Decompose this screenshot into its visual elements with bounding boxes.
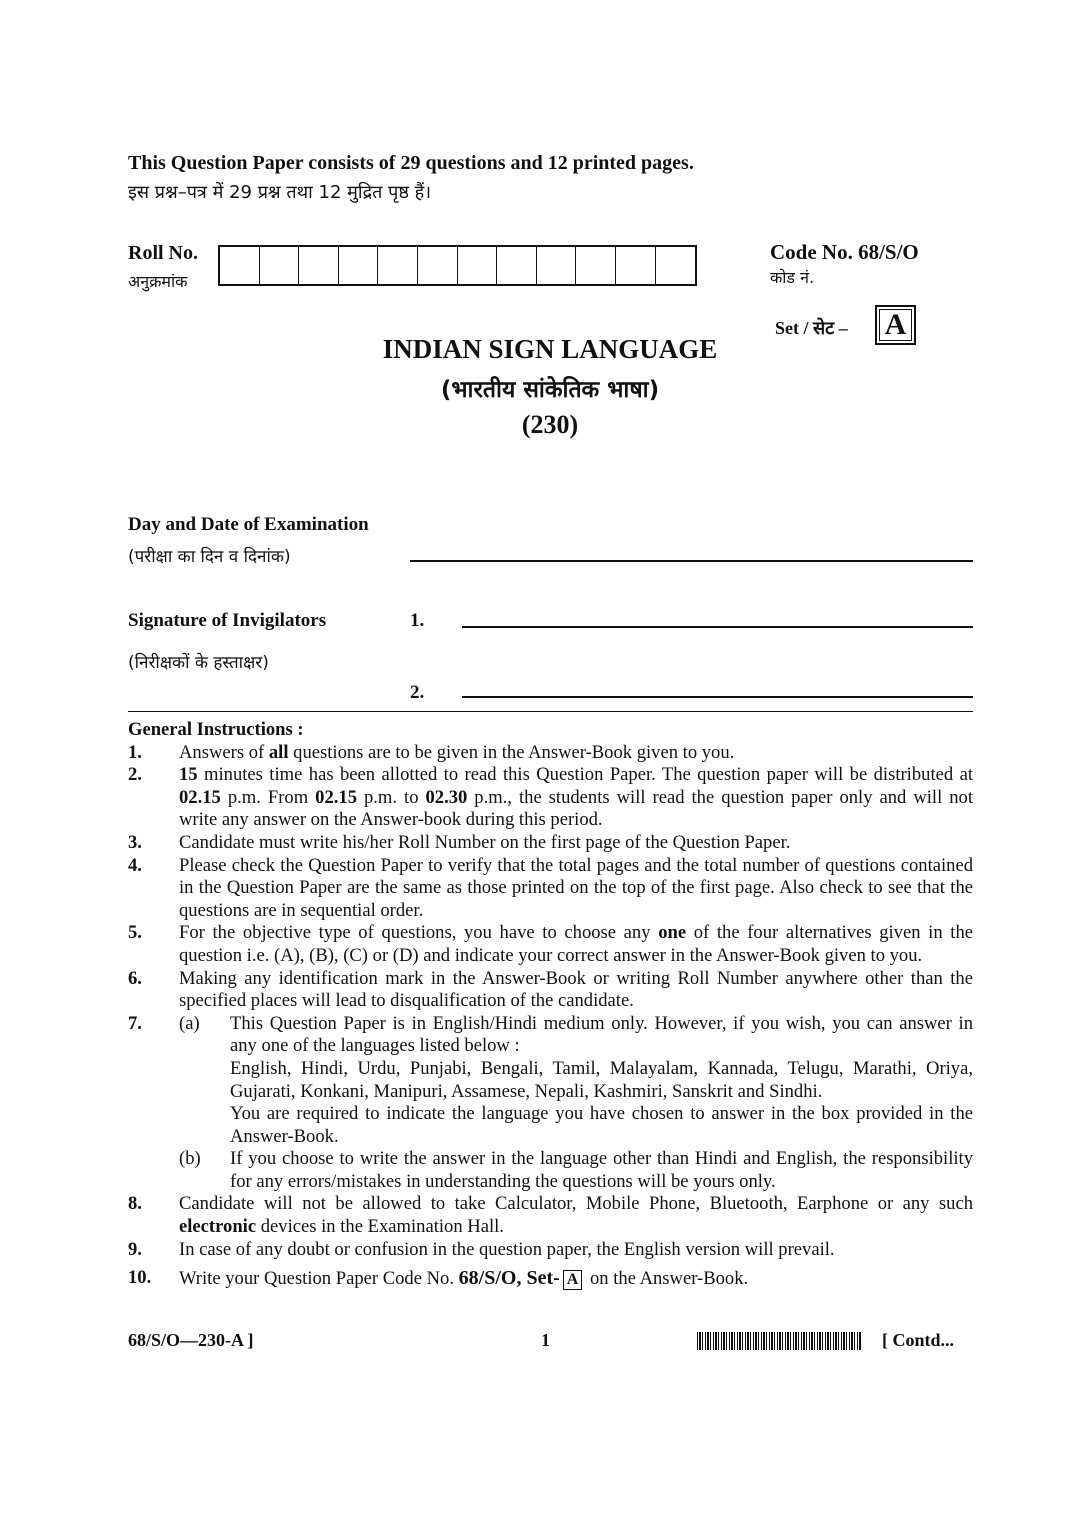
instruction-number: 10. [128,1267,152,1289]
roll-box[interactable] [497,247,537,284]
set-inline-box: A [563,1270,583,1290]
instruction-number: 3. [128,831,142,853]
roll-box[interactable] [576,247,616,284]
instruction-5 [128,922,973,967]
instruction-text: 15 minutes time has been allotted to read this Question Paper. The question paper will be distributed at 02.15 p.m. From 02.15 p.m. to 02.30 p.m., the students will read the question paper only and will not write any answer on the Answer-book during this period. [179,764,973,831]
instruction-number: 7. [128,1012,142,1034]
sub-label: (a) [179,1012,200,1034]
subject-code: (230) [521,410,579,439]
instruction-number: 1. [128,741,142,763]
roll-box[interactable] [656,247,696,284]
instruction-10 [128,1267,973,1291]
instruction-7b [179,1148,973,1193]
roll-box[interactable] [220,247,260,284]
roll-box[interactable] [299,247,339,284]
instruction-7 [128,1013,973,1194]
roll-box[interactable] [458,247,498,284]
general-instructions [128,719,973,1291]
roll-label: Roll No. [128,242,198,264]
code-label-hi: कोड नं. [770,268,815,287]
roll-box[interactable] [418,247,458,284]
code-number: Code No. 68/S/O [770,240,919,264]
paper-consists-en: This Question Paper consists of 29 questions and 12 printed pages. [128,152,694,174]
languages-list: English, Hindi, Urdu, Punjabi, Bengali, Tamil, Malayalam, Kannada, Telugu, Marathi, Oriya, Gujarati, Konkani, Manipuri, Assamese, Nepali, Kashmiri, Sanskrit and Sindhi. [230,1057,973,1102]
footer-paper-code: 68/S/O—230-A ] [128,1330,254,1350]
footer-contd: [ Contd... [882,1330,955,1350]
instruction-2 [128,764,973,832]
instruction-text: If you choose to write the answer in the language other than Hindi and English, the responsibility for any errors/mistakes in understanding the questions will be yours only. [230,1148,973,1192]
instruction-text: Making any identification mark in the Answer-Book or writing Roll Number anywhere other than the specified places will lead to disqualification of the candidate. [179,967,973,1012]
sub-label: (b) [179,1148,201,1170]
subject-title: INDIAN SIGN LANGUAGE [382,334,718,364]
instruction-text: Candidate will not be allowed to take Calculator, Mobile Phone, Bluetooth, Earphone or any such electronic devices in the Examination Hall. [179,1193,973,1238]
instruction-text: You are required to indicate the language you have chosen to answer in the box provided in the Answer-Book. [230,1103,973,1147]
instruction-number: 4. [128,854,142,876]
roll-box[interactable] [378,247,418,284]
instruction-text: This Question Paper is in English/Hindi medium only. However, if you wish, you can answer in any one of the languages listed below : [230,1012,973,1057]
page-number: 1 [541,1330,550,1350]
roll-number-boxes[interactable] [218,245,697,286]
barcode [697,1332,861,1350]
roll-box[interactable] [537,247,577,284]
instruction-text: Please check the Question Paper to verify that the total pages and the total number of questions contained in the Question Paper are the same as those printed on the top of the first page. Also check to see that the questions are in sequential order. [179,854,973,921]
instruction-number: 2. [128,764,142,786]
instructions-heading: General Instructions : [128,719,304,740]
invigilator-1-number: 1. [410,610,425,631]
roll-box[interactable] [616,247,656,284]
instruction-6 [128,968,973,1013]
instruction-number: 9. [128,1238,142,1260]
instruction-text: Candidate must write his/her Roll Number on the first page of the Question Paper. [179,831,791,853]
instruction-text: Write your Question Paper Code No. 68/S/O, Set- A on the Answer-Book. [179,1267,749,1290]
invigilators-label: Signature of Invigilators [128,610,327,631]
exam-date-label-hi: (परीक्षा का दिन व दिनांक) [128,547,291,567]
invigilator-2-number: 2. [410,682,425,703]
set-value: A [884,308,907,341]
subject-title-hi: (भारतीय सांकेतिक भाषा) [440,377,660,403]
instruction-1 [128,742,973,765]
instruction-text: Answers of all questions are to be given in the Answer-Book given to you. [179,741,735,763]
invigilator-1-line[interactable] [462,626,973,628]
paper-consists-hi: इस प्रश्न–पत्र में 29 प्रश्न तथा 12 मुद्रित पृष्ठ हैं। [128,182,432,203]
instruction-number: 5. [128,922,142,944]
exam-date-line[interactable] [410,560,973,562]
section-divider [128,711,973,712]
exam-date-label: Day and Date of Examination [128,514,369,535]
instruction-number: 6. [128,967,142,989]
roll-box[interactable] [339,247,379,284]
instruction-4 [128,855,973,923]
invigilator-2-line[interactable] [462,696,973,698]
instruction-text: In case of any doubt or confusion in the question paper, the English version will prevail. [179,1238,835,1260]
instruction-9 [128,1239,973,1262]
roll-box[interactable] [260,247,300,284]
invigilators-label-hi: (निरीक्षकों के हस्ताक्षर) [128,653,269,673]
instruction-text: For the objective type of questions, you have to choose any one of the four alternatives given in the question i.e. (A), (B), (C) or (D) and indicate your correct answer in the Answer-Book given to you. [179,922,974,966]
roll-label-hi: अनुक्रमांक [128,272,188,291]
instruction-7a [179,1013,973,1149]
set-label: Set / सेट – [775,318,848,338]
instruction-number: 8. [128,1193,142,1215]
instruction-3 [128,832,973,855]
instruction-8 [128,1193,973,1238]
